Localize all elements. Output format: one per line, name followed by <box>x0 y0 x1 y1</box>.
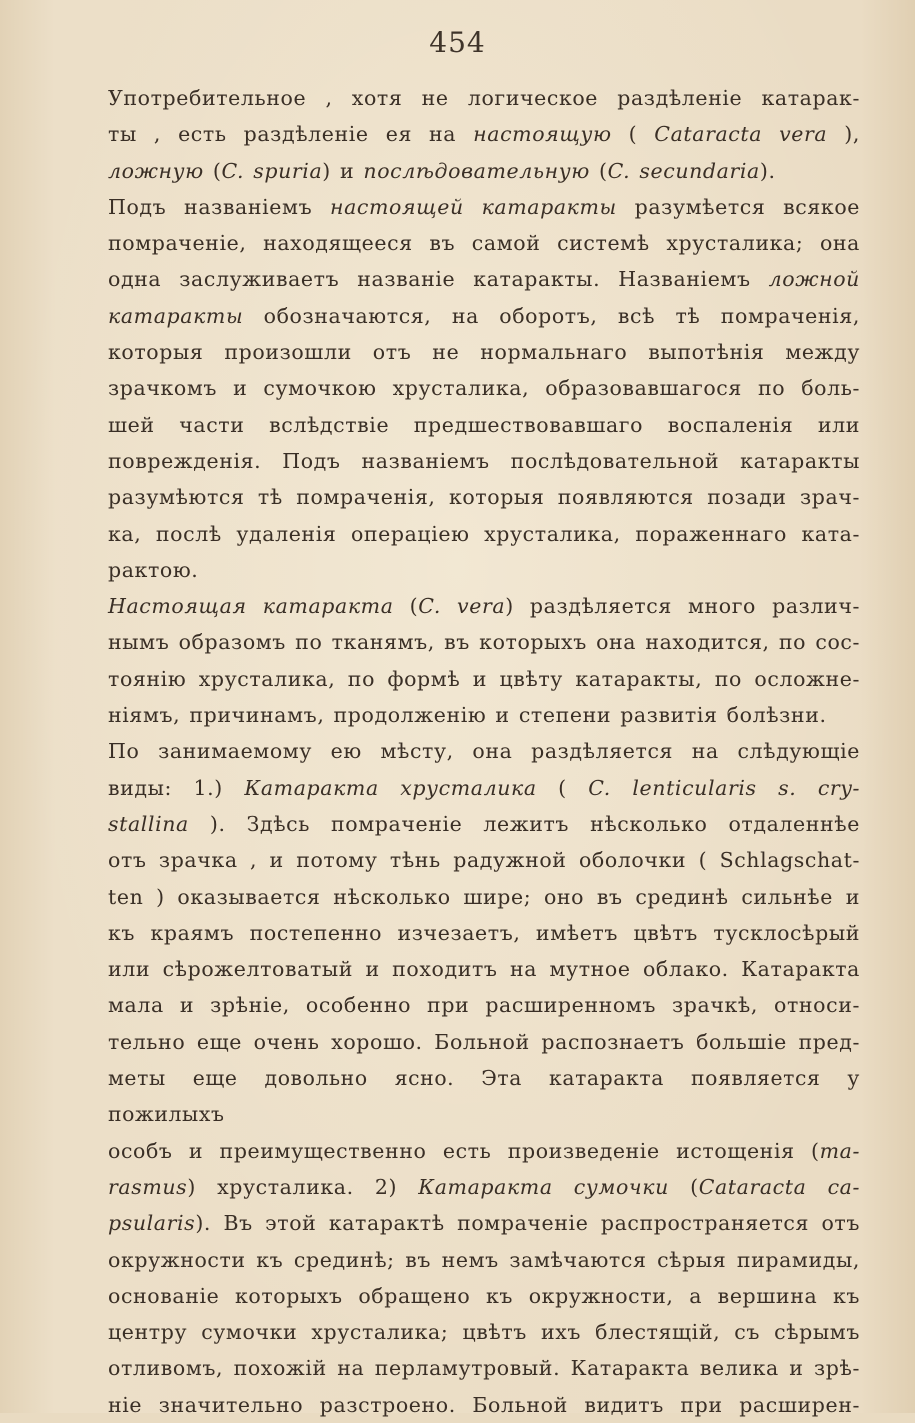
italic-text: psularis <box>108 1211 196 1236</box>
text-run: зрачкомъ и сумочкою хрусталика, образовавшагося по боль- <box>108 376 860 401</box>
text-run: ( <box>393 594 419 619</box>
text-line <box>108 298 860 334</box>
text-run: ) и <box>322 158 364 183</box>
text-run: обозначаются, на оборотъ, всѣ тѣ помраченія, <box>243 303 860 328</box>
text-line <box>108 1242 860 1278</box>
text-run: Подъ названіемъ <box>108 194 330 219</box>
italic-text: C. spuria <box>221 158 323 183</box>
text-line <box>108 842 860 878</box>
text-line <box>108 443 860 479</box>
text-line <box>108 987 860 1023</box>
text-run: По занимаемому ею мѣсту, она раздѣляется на слѣдующіе <box>108 739 860 764</box>
text-line <box>108 806 860 842</box>
text-run: помраченіе, находящееся въ самой системѣ хрусталика; она <box>108 231 860 256</box>
text-line <box>108 225 860 261</box>
text-line <box>108 116 860 152</box>
text-line <box>108 697 860 733</box>
text-run: ніе значительно разстроено. Больной видитъ при расширен- <box>108 1392 860 1417</box>
text-line <box>108 624 860 660</box>
text-run: ) хрусталика. 2) <box>187 1174 419 1199</box>
italic-text: C. lenticularis s. cry- <box>588 775 861 800</box>
text-run: ніямъ, причинамъ, продолженію и степени развитія болѣзни. <box>108 703 827 728</box>
text-run: одна заслуживаетъ названіе катаракты. Названіемъ <box>108 267 769 292</box>
text-run: разумѣются тѣ помраченія, которыя появляются позади зрач- <box>108 485 860 510</box>
italic-text: настоящей катаракты <box>330 194 617 219</box>
text-run: отъ зрачка , и потому тѣнь радужной оболочки ( Schlagschat- <box>108 848 860 873</box>
text-run: ( <box>589 158 608 183</box>
text-run: особъ и преимущественно есть произведеніе истощенія ( <box>108 1138 820 1163</box>
italic-text: Катаракта сумочки <box>418 1174 669 1199</box>
text-run: или сѣрожелтоватый и походитъ на мутное облако. Катаракта <box>108 957 860 982</box>
text-run: ты , есть раздѣленіе ея на <box>108 122 474 147</box>
italic-text: ma- <box>819 1138 860 1163</box>
text-run: нымъ образомъ по тканямъ, въ которыхъ она находится, по сос- <box>108 630 860 655</box>
italic-text: C. secundaria <box>607 158 760 183</box>
text-run: отливомъ, похожій на перламутровый. Катаракта велика и зрѣ- <box>108 1356 860 1381</box>
page-number: 454 <box>429 26 486 59</box>
italic-text: Cataracta vera <box>654 122 828 147</box>
italic-text: stallina <box>108 811 189 836</box>
text-line <box>108 80 860 116</box>
text-run: ( <box>668 1174 699 1199</box>
text-line <box>108 1314 860 1350</box>
text-line <box>108 261 860 297</box>
text-line <box>108 479 860 515</box>
text-line <box>108 770 860 806</box>
text-line <box>108 915 860 951</box>
text-run: разумѣется всякое <box>616 194 861 219</box>
text-run: ten ) оказывается нѣсколько шире; оно въ срединѣ сильнѣе и <box>108 884 860 909</box>
text-line <box>108 1169 860 1205</box>
italic-text: ложной <box>768 267 860 292</box>
text-run: которыя произошли отъ не нормальнаго выпотѣнія между <box>108 340 860 365</box>
text-line <box>108 733 860 769</box>
text-line <box>108 334 860 370</box>
text-run: къ краямъ постепенно изчезаетъ, имѣетъ цвѣтъ тусклосѣрый <box>108 920 860 945</box>
text-line <box>108 661 860 697</box>
text-line <box>108 1133 860 1169</box>
italic-text: катаракты <box>108 303 244 328</box>
text-run: ). Здѣсь помраченіе лежитъ нѣсколько отдаленнѣе <box>188 811 860 836</box>
text-run: тоянію хрусталика, по формѣ и цвѣту катаракты, по осложне- <box>108 666 860 691</box>
text-line <box>108 588 860 624</box>
text-line <box>108 153 860 189</box>
text-run: ), <box>827 122 860 147</box>
text-line <box>108 1350 860 1386</box>
italic-text: rasmus <box>108 1174 188 1199</box>
text-run: ). <box>759 158 776 183</box>
text-line <box>108 879 860 915</box>
text-line <box>108 1387 860 1423</box>
text-run: ка, послѣ удаленія операціею хрусталика, пораженнаго ката- <box>108 521 860 546</box>
text-run: центру сумочки хрусталика; цвѣтъ ихъ блестящій, съ сѣрымъ <box>108 1320 860 1345</box>
text-run: ( <box>611 122 655 147</box>
text-run: ( <box>536 775 589 800</box>
italic-text: Катаракта хрусталика <box>244 775 537 800</box>
text-run: основаніе которыхъ обращено къ окружности, а вершина къ <box>108 1283 860 1308</box>
italic-text: Cataracta ca- <box>698 1174 861 1199</box>
italic-text: послѣдовательную <box>363 158 590 183</box>
text-run: тельно еще очень хорошо. Больной распознаетъ большіе пред- <box>108 1029 860 1054</box>
text-line <box>108 189 860 225</box>
text-run: мала и зрѣніе, особенно при расширенномъ зрачкѣ, относи- <box>108 993 860 1018</box>
text-line <box>108 1024 860 1060</box>
text-run: меты еще довольно ясно. Эта катаракта появляется у пожилыхъ <box>108 1066 860 1127</box>
italic-text: настоящую <box>473 122 612 147</box>
text-line <box>108 552 860 588</box>
italic-text: C. vera <box>418 594 506 619</box>
text-run: рактою. <box>108 557 199 582</box>
text-run: ) раздѣляется много различ- <box>505 594 861 619</box>
text-line <box>108 516 860 552</box>
text-run: ( <box>203 158 222 183</box>
text-line <box>108 1278 860 1314</box>
page-text <box>108 80 860 1423</box>
text-line <box>108 951 860 987</box>
text-line <box>108 1205 860 1241</box>
text-line <box>108 407 860 443</box>
italic-text: ложную <box>108 158 204 183</box>
text-run: ). Въ этой катарактѣ помраченіе распространяется отъ <box>195 1211 860 1236</box>
text-run: шей части вслѣдствіе предшествовавшаго воспаленія или <box>108 412 860 437</box>
text-run: окружности къ срединѣ; въ немъ замѣчаются сѣрыя пирамиды, <box>108 1247 860 1272</box>
text-run: Употребительное , хотя не логическое раздѣленіе катарак- <box>108 86 860 110</box>
italic-text: Настоящая катаракта <box>108 594 394 619</box>
text-line <box>108 370 860 406</box>
text-line <box>108 1060 860 1133</box>
text-run: виды: 1.) <box>108 775 245 800</box>
text-run: поврежденія. Подъ названіемъ послѣдовательной катаракты <box>108 448 860 473</box>
